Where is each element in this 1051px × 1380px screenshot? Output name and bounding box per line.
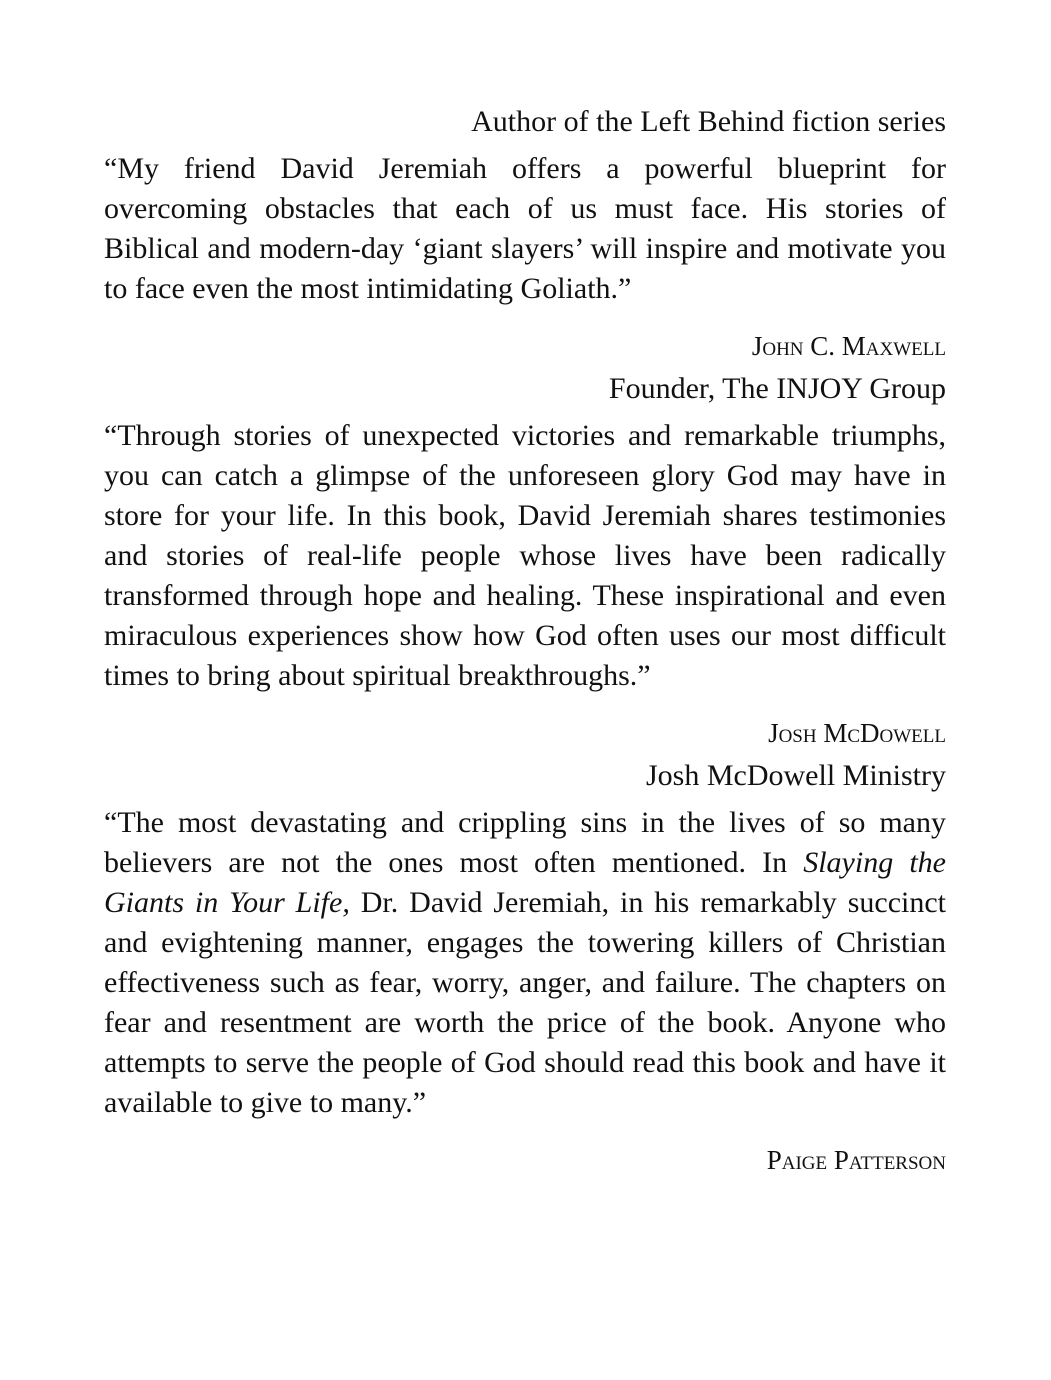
endorser-name-mcdowell: Josh McDowell bbox=[768, 718, 946, 748]
endorser-role-mcdowell: Josh McDowell Ministry bbox=[646, 759, 946, 792]
endorsement-quote-maxwell: “My friend David Jeremiah offers a powerful blueprint for overcoming obstacles that each of us must face. His stories of Biblical and modern-day ‘giant slayers’ will inspire and motivate you to face even the most intimidating Goliath.” bbox=[104, 152, 946, 305]
quote-text-after-title: Dr. David Jeremiah, in his remarkably succinct and evightening manner, engages the towering killers of Christian effectiveness such as fear, worry, anger, and failure. The chapters on fear and resentment are worth the price of the book. Anyone who attempts to serve the people of God should read this book and have it available to give to many.” bbox=[104, 886, 946, 1119]
endorsements-page bbox=[104, 96, 946, 1180]
attribution-role: Author of the Left Behind fiction series bbox=[471, 105, 946, 138]
endorsement-quote-mcdowell: “Through stories of unexpected victories and remarkable triumphs, you can catch a glimpse of the unforeseen glory God may have in store for your life. In this book, David Jeremiah shares testimonies and stories of real-life people whose lives have been radically transformed through hope and healing. These inspirational and even miraculous experiences show how God often uses our most difficult times to bring about spiritual breakthroughs.” bbox=[104, 419, 946, 692]
quote-text-before-title: “The most devastating and crippling sins in the lives of so many believers are not the ones most often mentioned. In bbox=[104, 806, 946, 879]
endorser-name-maxwell: John C. Maxwell bbox=[751, 331, 946, 361]
book-title: Slaying the Giants in Your Life, bbox=[104, 846, 946, 919]
endorser-name-patterson: Paige Patterson bbox=[766, 1145, 946, 1175]
endorsement-quote-patterson bbox=[104, 803, 946, 1123]
endorser-role-maxwell: Founder, The INJOY Group bbox=[608, 372, 946, 405]
